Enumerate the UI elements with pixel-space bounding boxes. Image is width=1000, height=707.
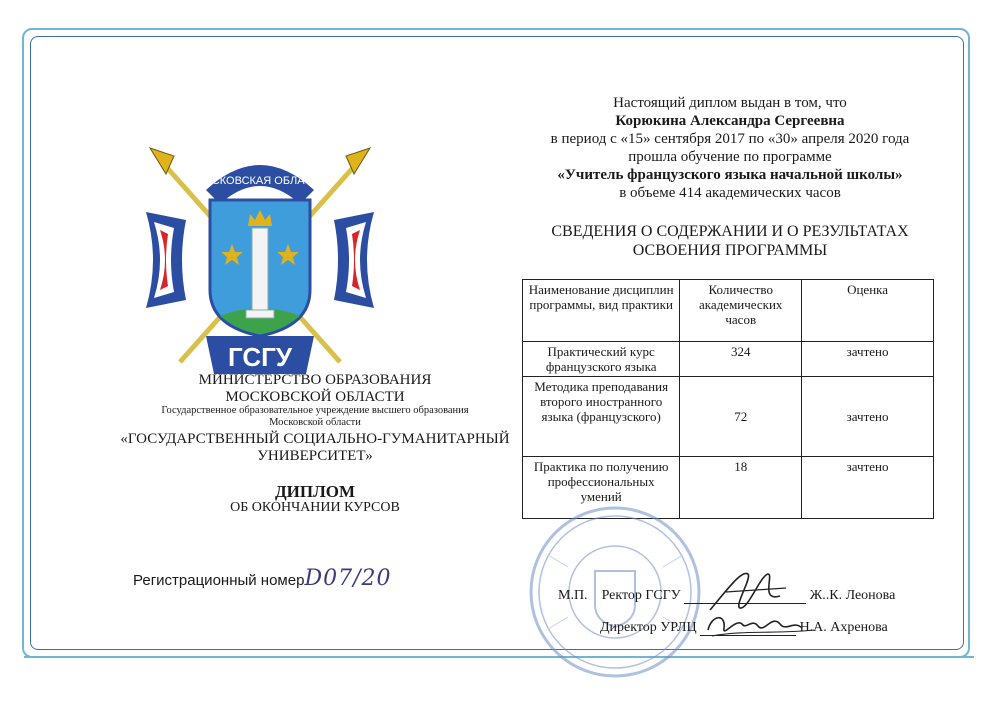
hours-total: в объеме 414 академических часов — [619, 185, 841, 201]
program-name: «Учитель французского языка начальной школы» — [557, 167, 903, 183]
institution-type — [100, 405, 530, 429]
header-hours: Количество академических часов — [680, 280, 802, 342]
row-grade: зачтено — [802, 377, 934, 457]
university-line2: УНИВЕРСИТЕТ» — [257, 448, 373, 464]
row-grade: зачтено — [802, 457, 934, 519]
rector-label: Ректор ГСГУ — [601, 588, 681, 603]
program-intro: прошла обучение по программе — [628, 149, 832, 165]
right-frame-line — [968, 40, 970, 640]
row-discipline: Практический курс французского языка — [523, 342, 680, 377]
gov-institution-line2: Московской области — [269, 417, 361, 428]
row-grade: зачтено — [802, 342, 934, 377]
person-name: Корюкина Александра Сергеевна — [615, 113, 845, 129]
table-row — [523, 342, 934, 377]
ministry-line2: МОСКОВСКОЙ ОБЛАСТИ — [225, 389, 405, 405]
issued-line: Настоящий диплом выдан в том, что — [613, 95, 847, 111]
document-title: ДИПЛОМ — [274, 482, 356, 501]
results-table — [522, 279, 934, 519]
rector-name: Ж..К. Леонова — [809, 588, 896, 603]
university-emblem — [140, 140, 380, 380]
row-hours: 324 — [680, 342, 802, 377]
registration-label: Регистрационный номер — [133, 572, 305, 589]
table-row — [523, 377, 934, 457]
section-title-line1: СВЕДЕНИЯ О СОДЕРЖАНИИ И О РЕЗУЛЬТАТАХ — [551, 223, 909, 240]
header-grade: Оценка — [802, 280, 934, 342]
bottom-frame-line — [24, 656, 974, 658]
study-period: в период с «15» сентября 2017 по «30» апреля 2020 года — [550, 131, 910, 147]
ministry-name — [100, 372, 530, 406]
gov-institution-line1: Государственное образовательное учреждение высшего образования — [161, 405, 469, 416]
row-hours: 72 — [680, 377, 802, 457]
university-name — [100, 431, 530, 465]
document-subtitle: ОБ ОКОНЧАНИИ КУРСОВ — [230, 500, 400, 515]
section-title — [500, 222, 960, 260]
table-header-row — [523, 280, 934, 342]
header-discipline: Наименование дисциплин программы, вид практики — [523, 280, 680, 342]
row-hours: 18 — [680, 457, 802, 519]
row-discipline: Практика по получению профессиональных умений — [523, 457, 680, 519]
section-title-line2: ОСВОЕНИЯ ПРОГРАММЫ — [632, 242, 828, 259]
director-label: Директор УРЛЦ — [600, 620, 697, 635]
registration-row — [133, 566, 391, 591]
arc-text: МОСКОВСКАЯ ОБЛАСТЬ — [194, 175, 326, 187]
mp-label: М.П. — [558, 588, 588, 603]
ministry-line1: МИНИСТЕРСТВО ОБРАЗОВАНИЯ — [198, 372, 432, 388]
registration-number: D07/20 — [304, 566, 392, 591]
banner-text: ГСГУ — [227, 342, 293, 372]
university-line1: «ГОСУДАРСТВЕННЫЙ СОЦИАЛЬНО-ГУМАНИТАРНЫЙ — [120, 431, 510, 447]
row-discipline: Методика преподавания второго иностранного языка (французского) — [523, 377, 680, 457]
director-handwritten-signature — [702, 600, 822, 650]
column-icon — [252, 228, 268, 312]
director-name: Н.А. Ахренова — [799, 620, 888, 635]
